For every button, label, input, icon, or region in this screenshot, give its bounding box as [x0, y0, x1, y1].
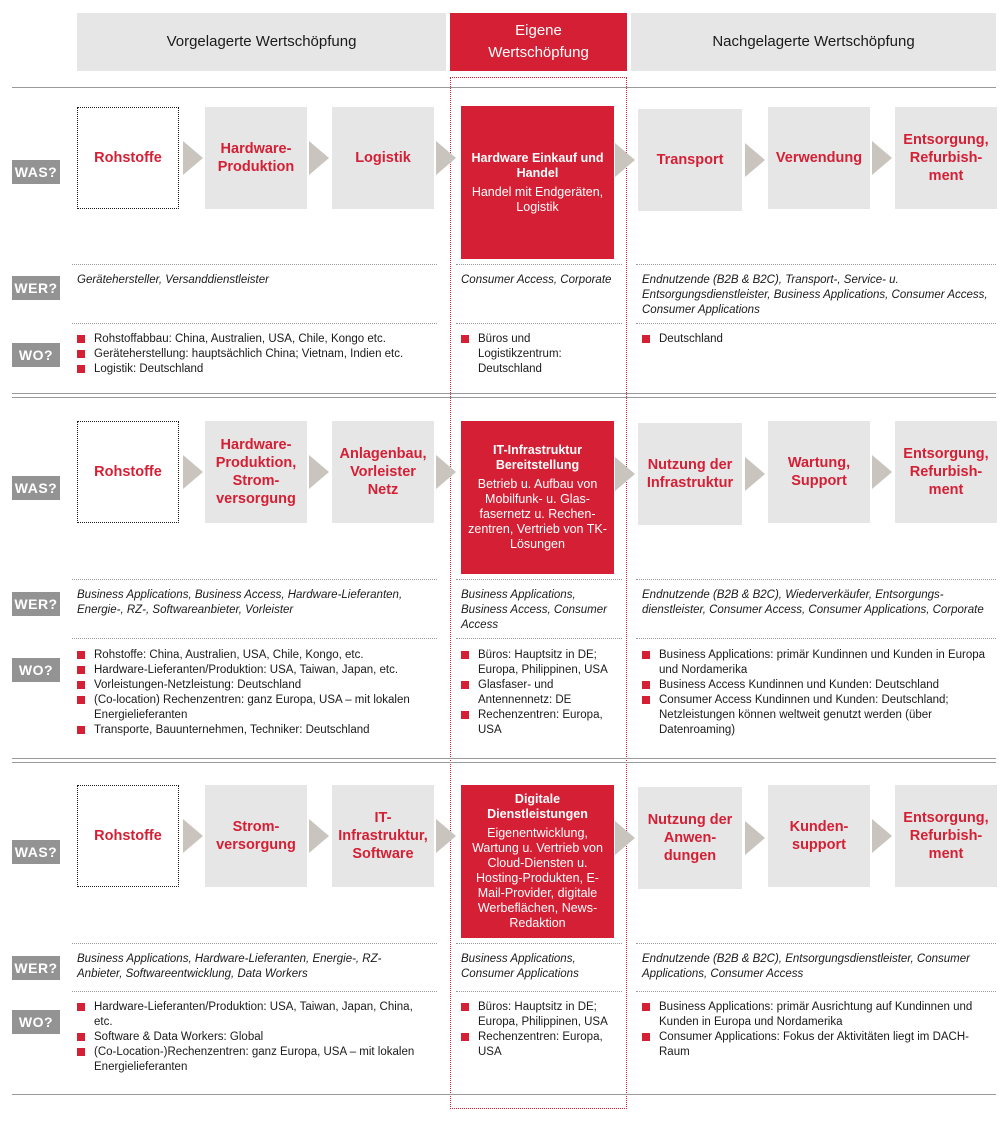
header-own-label: Eigene Wertschöpfung [488, 22, 589, 61]
stage-downstream-1 [638, 787, 742, 889]
list-item: Business Applications: primär Kundinnen und Kunden in Europa und Nordamerika [642, 648, 996, 678]
own-activity-box [461, 421, 614, 574]
wo-downstream-list [642, 1000, 996, 1060]
list-item: Business Applications: primär Ausrichtung auf Kundinnen und Kunden in Europa und Nordamerika [642, 1000, 996, 1030]
flow-arrow [183, 819, 203, 853]
wo-own-list [461, 1000, 621, 1060]
stage-label: Rohstoffe [94, 828, 162, 844]
wer-label-text: WER? [14, 280, 58, 296]
wer-label-text: WER? [14, 960, 58, 976]
was-label [12, 160, 60, 184]
list-item: Consumer Applications: Fokus der Aktivitäten liegt im DACH-Raum [642, 1030, 996, 1060]
was-label-text: WAS? [14, 844, 58, 860]
stage-upstream-3 [332, 421, 434, 523]
stage-label: Rohstoffe [94, 464, 162, 480]
section-separator [12, 1094, 996, 1095]
stage-label: Hardware-Produktion, Strom-versorgung [215, 437, 297, 507]
list-item: Business Access Kundinnen und Kunden: Deutschland [642, 678, 996, 693]
was-label [12, 476, 60, 500]
stage-upstream-3 [332, 107, 434, 209]
stage-label: Nutzung der Anwen-dungen [647, 812, 733, 864]
flow-arrow [183, 455, 203, 489]
list-item: (Co-Location-)Rechenzentren: ganz Europa, USA – mit lokalen Energielieferanten [77, 1045, 417, 1075]
header-downstream-label: Nachgelagerte Wertschöpfung [712, 33, 915, 50]
list-item: (Co-location) Rechenzentren: ganz Europa, USA – mit lokalen Energielieferanten [77, 693, 442, 723]
stage-label: Entsorgung, Refurbish-ment [903, 132, 989, 184]
stage-upstream-2 [205, 421, 307, 523]
wo-label [12, 343, 60, 367]
flow-arrow [436, 819, 456, 853]
row-divider [456, 579, 622, 580]
list-item: Geräteherstellung: hauptsächlich China; Vietnam, Indien etc. [77, 347, 442, 362]
section-separator [12, 397, 996, 398]
flow-arrow [872, 141, 892, 175]
row-divider [636, 943, 996, 944]
stage-upstream-2 [205, 785, 307, 887]
section-separator [12, 87, 996, 88]
stage-downstream-3 [895, 107, 997, 209]
list-item: Hardware-Lieferanten/Produktion: USA, Taiwan, Japan, etc. [77, 663, 442, 678]
list-item: Büros: Hauptsitz in DE; Europa, Philippinen, USA [461, 648, 621, 678]
row-divider [636, 579, 996, 580]
wer-downstream-text: Endnutzende (B2B & B2C), Transport-, Service- u. Entsorgungsdienstleister, Business Applications, Consumer Access, Consumer Applications [642, 274, 988, 316]
stage-upstream-2 [205, 107, 307, 209]
own-activity-title: Hardware Einkauf und Handel [471, 150, 604, 180]
wo-upstream-list [77, 1000, 417, 1075]
row-divider [456, 943, 622, 944]
stage-label: Nutzung der Infrastruktur [646, 457, 734, 491]
wer-upstream-text: Gerätehersteller, Versanddienstleister [77, 274, 269, 286]
header-upstream [77, 13, 446, 71]
list-item: Rohstoffabbau: China, Australien, USA, Chile, Kongo etc. [77, 332, 442, 347]
wo-label [12, 1010, 60, 1034]
stage-label: Kunden-support [789, 819, 849, 853]
list-item: Büros: Hauptsitz in DE; Europa, Philippinen, USA [461, 1000, 621, 1030]
own-activity-desc: Handel mit Endgeräten, Logistik [471, 184, 604, 214]
wer-label [12, 276, 60, 300]
flow-arrow [436, 141, 456, 175]
stage-upstream-1 [77, 785, 179, 887]
wer-upstream-text: Business Applications, Hardware-Lieferanten, Energie-, RZ-Anbieter, Softwareentwicklung, Data Workers [77, 953, 382, 980]
was-label [12, 840, 60, 864]
row-divider [456, 991, 622, 992]
wo-own-list [461, 332, 611, 377]
wer-upstream-text: Business Applications, Business Access, Hardware-Lieferanten, Energie-, RZ-, Softwareanbieter, Vorleister [77, 589, 403, 616]
list-item: Software & Data Workers: Global [77, 1030, 417, 1045]
list-item: Hardware-Lieferanten/Produktion: USA, Taiwan, Japan, China, etc. [77, 1000, 417, 1030]
row-divider [72, 991, 437, 992]
own-activity-box [461, 785, 614, 938]
row-divider [72, 264, 437, 265]
was-label-text: WAS? [14, 480, 58, 496]
own-activity-title: IT-Infrastruktur Bereitstellung [493, 443, 582, 472]
section-separator [12, 762, 996, 763]
stage-upstream-1 [77, 107, 179, 209]
header-downstream [631, 13, 996, 71]
row-divider [72, 323, 437, 324]
list-item: Deutschland [642, 332, 996, 347]
flow-arrow [745, 457, 765, 491]
stage-label: Entsorgung, Refurbish-ment [903, 446, 989, 498]
stage-label: IT-Infrastruktur, Software [338, 810, 428, 862]
list-item: Büros und Logistikzentrum: Deutschland [461, 332, 611, 377]
list-item: Transporte, Bauunternehmen, Techniker: Deutschland [77, 723, 442, 738]
flow-arrow [309, 819, 329, 853]
own-activity-title: Digitale Dienstleistungen [487, 792, 588, 821]
stage-downstream-3 [895, 785, 997, 887]
list-item: Logistik: Deutschland [77, 362, 442, 377]
stage-label: Anlagenbau, Vorleister Netz [339, 446, 427, 498]
flow-arrow [309, 141, 329, 175]
list-item: Consumer Access Kundinnen und Kunden: Deutschland; Netzleistungen können weltweit genutzt werden (über Datenroaming) [642, 693, 996, 738]
row-divider [456, 323, 622, 324]
wo-upstream-list [77, 648, 442, 738]
list-item: Rechenzentren: Europa, USA [461, 1030, 621, 1060]
row-divider [456, 264, 622, 265]
wer-label [12, 956, 60, 980]
list-item: Vorleistungen-Netzleistung: Deutschland [77, 678, 442, 693]
list-item: Rechenzentren: Europa, USA [461, 708, 621, 738]
row-divider [72, 943, 437, 944]
own-activity-box [461, 106, 614, 259]
stage-label: Transport [656, 152, 724, 168]
flow-arrow [615, 143, 635, 177]
wer-own-text: Business Applications, Business Access, Consumer Access [461, 589, 607, 631]
header-upstream-label: Vorgelagerte Wertschöpfung [166, 33, 357, 50]
wer-own-text: Business Applications, Consumer Applications [461, 953, 579, 980]
flow-arrow [436, 455, 456, 489]
row-divider [636, 323, 996, 324]
flow-arrow [183, 141, 203, 175]
flow-arrow [745, 143, 765, 177]
wer-downstream-text: Endnutzende (B2B & B2C), Entsorgungsdienstleister, Consumer Applications, Consumer Access [642, 953, 970, 980]
row-divider [636, 264, 996, 265]
section-separator [12, 758, 996, 759]
row-divider [72, 579, 437, 580]
was-label-text: WAS? [14, 164, 58, 180]
wer-own-text: Consumer Access, Corporate [461, 274, 612, 286]
list-item: Rohstoffe: China, Australien, USA, Chile, Kongo, etc. [77, 648, 442, 663]
row-divider [636, 638, 996, 639]
wer-label-text: WER? [14, 596, 58, 612]
own-activity-desc: Eigenentwicklung, Wartung u. Vertrieb von Cloud-Diensten u. Hosting-Produkten, E-Mail-Provider, digitale Werbeflächen, News-Redaktion [472, 826, 603, 930]
wo-downstream-list [642, 648, 996, 738]
flow-arrow [309, 455, 329, 489]
stage-label: Hardware-Produktion [217, 141, 295, 175]
row-divider [72, 638, 437, 639]
stage-label: Rohstoffe [94, 150, 162, 166]
row-divider [456, 638, 622, 639]
stage-downstream-3 [895, 421, 997, 523]
stage-label: Entsorgung, Refurbish-ment [903, 810, 989, 862]
own-activity-desc: Betrieb u. Aufbau von Mobilfunk- u. Glas-fasernetz u. Rechen-zentren, Vertrieb von TK-Lösungen [468, 477, 607, 551]
row-divider [636, 991, 996, 992]
wo-own-list [461, 648, 621, 738]
wo-downstream-list [642, 332, 996, 347]
list-item: Glasfaser- und Antennennetz: DE [461, 678, 621, 708]
stage-downstream-2 [768, 785, 870, 887]
wo-label-text: WO? [18, 347, 54, 363]
flow-arrow [615, 457, 635, 491]
stage-label: Logistik [355, 150, 411, 166]
section-separator [12, 393, 996, 394]
stage-downstream-2 [768, 107, 870, 209]
stage-label: Wartung, Support [787, 455, 851, 489]
stage-upstream-1 [77, 421, 179, 523]
stage-label: Strom-versorgung [216, 819, 296, 853]
stage-downstream-1 [638, 423, 742, 525]
stage-downstream-2 [768, 421, 870, 523]
flow-arrow [872, 819, 892, 853]
stage-label: Verwendung [775, 150, 863, 166]
wo-label-text: WO? [18, 1014, 54, 1030]
flow-arrow [615, 821, 635, 855]
wer-downstream-text: Endnutzende (B2B & B2C), Wiederverkäufer, Entsorgungs-dienstleister, Consumer Access, Consumer Applications, Corporate [642, 589, 984, 616]
stage-upstream-3 [332, 785, 434, 887]
header-own [450, 13, 627, 71]
wo-label [12, 658, 60, 682]
flow-arrow [745, 821, 765, 855]
wer-label [12, 592, 60, 616]
wo-upstream-list [77, 332, 442, 377]
wo-label-text: WO? [18, 662, 54, 678]
stage-downstream-1 [638, 109, 742, 211]
flow-arrow [872, 455, 892, 489]
